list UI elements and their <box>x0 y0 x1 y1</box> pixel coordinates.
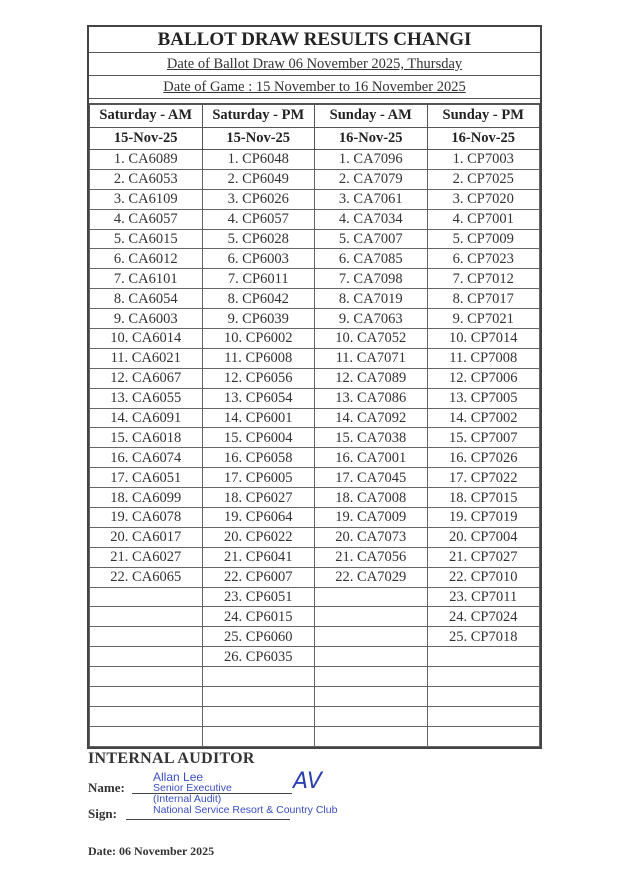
ballot-entry: 19. CP6064 <box>202 508 315 528</box>
ballot-entry: 23. CP7011 <box>427 587 540 607</box>
ballot-entry: 16. CP7026 <box>427 448 540 468</box>
empty-cell <box>315 687 428 707</box>
ballot-entry: 21. CP6041 <box>202 547 315 567</box>
table-row <box>90 348 540 368</box>
ballot-entry: 10. CP6002 <box>202 329 315 349</box>
ballot-entry: 9. CA7063 <box>315 309 428 329</box>
ballot-entry: 12. CP6056 <box>202 368 315 388</box>
ballot-entry: 8. CA6054 <box>90 289 203 309</box>
ballot-results-table <box>87 25 542 749</box>
table-row <box>90 587 540 607</box>
ballot-entry: 3. CP7020 <box>427 189 540 209</box>
table-row <box>90 647 540 667</box>
empty-cell <box>202 706 315 726</box>
table-row <box>90 627 540 647</box>
ballot-entry: 5. CA7007 <box>315 229 428 249</box>
ballot-entry: 7. CP6011 <box>202 269 315 289</box>
table-row <box>90 607 540 627</box>
ballot-entry: 21. CP7027 <box>427 547 540 567</box>
ballot-entry: 16. CP6058 <box>202 448 315 468</box>
table-row <box>90 169 540 189</box>
table-row <box>90 428 540 448</box>
ballot-entry: 14. CP7002 <box>427 408 540 428</box>
ballot-entry: 23. CP6051 <box>202 587 315 607</box>
table-row <box>90 468 540 488</box>
ballot-entry: 15. CP7007 <box>427 428 540 448</box>
table-row <box>90 150 540 170</box>
ballot-entry: 6. CP6003 <box>202 249 315 269</box>
ballot-entry: 13. CP6054 <box>202 388 315 408</box>
ballot-entry: 7. CA7098 <box>315 269 428 289</box>
empty-cell <box>90 706 203 726</box>
ballot-entry: 8. CP6042 <box>202 289 315 309</box>
ballot-entry: 15. CA6018 <box>90 428 203 448</box>
ballot-entry: 2. CP6049 <box>202 169 315 189</box>
page-title: BALLOT DRAW RESULTS CHANGI <box>89 27 540 53</box>
ballot-entry: 18. CA7008 <box>315 488 428 508</box>
signature: AV <box>293 769 323 794</box>
ballot-entry: 26. CP6035 <box>202 647 315 667</box>
sign-label: Sign: <box>88 806 117 821</box>
ballot-entry: 20. CP7004 <box>427 527 540 547</box>
column-session-header: Sunday - AM <box>315 105 428 128</box>
ballot-entry: 19. CP7019 <box>427 508 540 528</box>
column-session-header: Saturday - AM <box>90 105 203 128</box>
ballot-entry: 9. CA6003 <box>90 309 203 329</box>
ballot-entry: 11. CP7008 <box>427 348 540 368</box>
ballot-entry: 13. CP7005 <box>427 388 540 408</box>
ballot-entry: 1. CP7003 <box>427 150 540 170</box>
table-row <box>90 488 540 508</box>
ballot-entry: 3. CA7061 <box>315 189 428 209</box>
ballot-entry: 4. CA6057 <box>90 209 203 229</box>
signed-date: Date: 06 November 2025 <box>88 844 215 858</box>
stamp-name: Allan Lee <box>153 770 204 784</box>
ballot-entry: 4. CA7034 <box>315 209 428 229</box>
table-row <box>90 289 540 309</box>
ballot-entry: 5. CA6015 <box>90 229 203 249</box>
ballot-entry: 17. CP7022 <box>427 468 540 488</box>
empty-cell <box>315 667 428 687</box>
table-row <box>90 309 540 329</box>
empty-cell <box>315 706 428 726</box>
ballot-entry: 12. CA6067 <box>90 368 203 388</box>
ballot-entry: 3. CA6109 <box>90 189 203 209</box>
ballot-entry: 8. CA7019 <box>315 289 428 309</box>
empty-cell <box>315 607 428 627</box>
table-row <box>90 329 540 349</box>
session-header-row <box>90 105 540 128</box>
empty-cell <box>90 687 203 707</box>
table-row <box>90 209 540 229</box>
ballot-entry: 15. CP6004 <box>202 428 315 448</box>
ballot-entry: 16. CA6074 <box>90 448 203 468</box>
draw-date: Date of Ballot Draw 06 November 2025, Thursday <box>89 53 540 76</box>
game-date: Date of Game : 15 November to 16 November 2025 <box>89 76 540 99</box>
ballot-entry: 2. CA7079 <box>315 169 428 189</box>
table-row <box>90 269 540 289</box>
ballot-entry: 13. CA7086 <box>315 388 428 408</box>
ballot-entry: 1. CA7096 <box>315 150 428 170</box>
auditor-heading: INTERNAL AUDITOR <box>88 750 255 767</box>
ballot-entry: 25. CP7018 <box>427 627 540 647</box>
ballot-entry: 14. CP6001 <box>202 408 315 428</box>
ballot-entry: 13. CA6055 <box>90 388 203 408</box>
column-date-header: 16-Nov-25 <box>427 127 540 150</box>
empty-cell <box>202 687 315 707</box>
stamp-org: National Service Resort & Country Club <box>153 804 338 816</box>
ballot-entry: 19. CA7009 <box>315 508 428 528</box>
ballot-entry: 11. CP6008 <box>202 348 315 368</box>
empty-cell <box>315 647 428 667</box>
table-row <box>90 368 540 388</box>
ballot-entry: 24. CP6015 <box>202 607 315 627</box>
ballot-entry: 20. CA6017 <box>90 527 203 547</box>
table-row <box>90 547 540 567</box>
table-row <box>90 388 540 408</box>
table-row <box>90 249 540 269</box>
ballot-entry: 10. CA7052 <box>315 329 428 349</box>
empty-cell <box>427 726 540 746</box>
empty-cell <box>315 627 428 647</box>
ballot-entry: 24. CP7024 <box>427 607 540 627</box>
ballot-entry: 20. CA7073 <box>315 527 428 547</box>
empty-cell <box>202 667 315 687</box>
ballot-entry: 14. CA7092 <box>315 408 428 428</box>
ballot-entry: 15. CA7038 <box>315 428 428 448</box>
ballot-entry: 7. CP7012 <box>427 269 540 289</box>
ballot-entry: 5. CP6028 <box>202 229 315 249</box>
ballot-entry: 9. CP7021 <box>427 309 540 329</box>
name-label: Name: <box>88 780 125 795</box>
ballot-entry: 5. CP7009 <box>427 229 540 249</box>
ballot-entry: 22. CA7029 <box>315 567 428 587</box>
empty-cell <box>90 726 203 746</box>
ballot-entry: 17. CP6005 <box>202 468 315 488</box>
table-row <box>90 527 540 547</box>
empty-cell <box>315 587 428 607</box>
ballot-entry: 3. CP6026 <box>202 189 315 209</box>
table-row <box>90 567 540 587</box>
ballot-entry: 16. CA7001 <box>315 448 428 468</box>
table-row <box>90 667 540 687</box>
empty-cell <box>90 607 203 627</box>
stamp-dept: (Internal Audit) <box>153 793 222 805</box>
ballot-entry: 2. CP7025 <box>427 169 540 189</box>
date-header-row <box>90 127 540 150</box>
column-session-header: Sunday - PM <box>427 105 540 128</box>
empty-cell <box>427 687 540 707</box>
empty-cell <box>315 726 428 746</box>
ballot-entry: 17. CA7045 <box>315 468 428 488</box>
ballot-entry: 14. CA6091 <box>90 408 203 428</box>
ballot-entry: 12. CA7089 <box>315 368 428 388</box>
ballot-entry: 4. CP7001 <box>427 209 540 229</box>
empty-cell <box>90 647 203 667</box>
empty-cell <box>427 667 540 687</box>
table-row <box>90 189 540 209</box>
table-row <box>90 229 540 249</box>
empty-cell <box>90 667 203 687</box>
stamp-title: Senior Executive <box>153 782 232 794</box>
ballot-entry: 1. CP6048 <box>202 150 315 170</box>
ballot-entry: 11. CA7071 <box>315 348 428 368</box>
ballot-entry: 21. CA7056 <box>315 547 428 567</box>
ballot-entry: 7. CA6101 <box>90 269 203 289</box>
ballot-entry: 8. CP7017 <box>427 289 540 309</box>
auditor-section <box>88 750 538 875</box>
table-row <box>90 448 540 468</box>
draw-table <box>89 104 540 747</box>
column-date-header: 16-Nov-25 <box>315 127 428 150</box>
ballot-entry: 22. CA6065 <box>90 567 203 587</box>
column-session-header: Saturday - PM <box>202 105 315 128</box>
ballot-entry: 21. CA6027 <box>90 547 203 567</box>
ballot-entry: 6. CA6012 <box>90 249 203 269</box>
ballot-entry: 10. CA6014 <box>90 329 203 349</box>
empty-cell <box>427 647 540 667</box>
ballot-entry: 25. CP6060 <box>202 627 315 647</box>
ballot-entry: 18. CP7015 <box>427 488 540 508</box>
column-date-header: 15-Nov-25 <box>202 127 315 150</box>
ballot-entry: 19. CA6078 <box>90 508 203 528</box>
table-row <box>90 508 540 528</box>
ballot-entry: 18. CP6027 <box>202 488 315 508</box>
sign-line <box>126 819 290 820</box>
table-row <box>90 408 540 428</box>
column-date-header: 15-Nov-25 <box>90 127 203 150</box>
ballot-entry: 10. CP7014 <box>427 329 540 349</box>
ballot-entry: 6. CP7023 <box>427 249 540 269</box>
table-row <box>90 726 540 746</box>
ballot-entry: 9. CP6039 <box>202 309 315 329</box>
ballot-entry: 2. CA6053 <box>90 169 203 189</box>
ballot-entry: 6. CA7085 <box>315 249 428 269</box>
ballot-entry: 11. CA6021 <box>90 348 203 368</box>
ballot-entry: 12. CP7006 <box>427 368 540 388</box>
empty-cell <box>90 627 203 647</box>
empty-cell <box>427 706 540 726</box>
ballot-entry: 4. CP6057 <box>202 209 315 229</box>
ballot-entry: 20. CP6022 <box>202 527 315 547</box>
table-row <box>90 687 540 707</box>
table-row <box>90 706 540 726</box>
ballot-entry: 18. CA6099 <box>90 488 203 508</box>
empty-cell <box>202 726 315 746</box>
ballot-entry: 22. CP6007 <box>202 567 315 587</box>
ballot-entry: 17. CA6051 <box>90 468 203 488</box>
empty-cell <box>90 587 203 607</box>
ballot-entry: 1. CA6089 <box>90 150 203 170</box>
ballot-entry: 22. CP7010 <box>427 567 540 587</box>
